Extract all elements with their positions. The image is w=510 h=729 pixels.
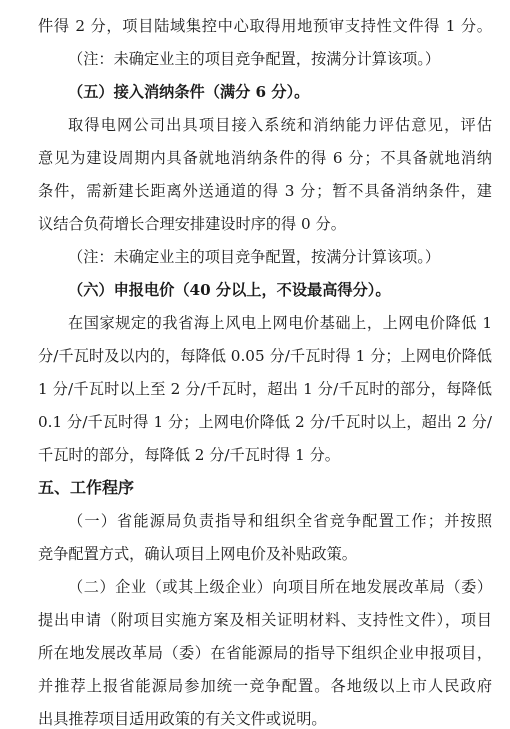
body-line-13: 0.1 分/千瓦时得 1 分；上网电价降低 2 分/千瓦时以上，超出 2 分/: [38, 413, 492, 431]
body-line-22: 出具推荐项目适用政策的有关文件或说明。: [38, 710, 327, 728]
body-line-1: 件得 2 分，项目陆域集控中心取得用地预审支持性文件得 1 分。: [38, 17, 492, 35]
body-line-7: 议结合负荷增长合理安排建设时序的得 0 分。: [38, 215, 346, 233]
body-line-11: 分/千瓦时及以内的，每降低 0.05 分/千瓦时得 1 分；上网电价降低: [38, 347, 492, 365]
body-line-12: 1 分/千瓦时以上至 2 分/千瓦时，超出 1 分/千瓦时的部分，每降低: [38, 380, 492, 398]
body-line-14: 千瓦时的部分，每降低 2 分/千瓦时得 1 分。: [38, 446, 340, 464]
note-line-2: （注：未确定业主的项目竞争配置，按满分计算该项。）: [68, 248, 441, 266]
body-line-10: 在国家规定的我省海上风电上网电价基础上，上网电价降低 1: [68, 314, 492, 332]
body-line-16: （一）省能源局负责指导和组织全省竞争配置工作；并按照: [68, 512, 492, 530]
body-line-4: 取得电网公司出具项目接入系统和消纳能力评估意见，评估: [68, 116, 492, 134]
body-line-19: 提出申请（附项目实施方案及相关证明材料、支持性文件），项目: [38, 611, 492, 629]
body-line-20: 所在地发展改革局（委）在省能源局的指导下组织企业申报项目，: [38, 644, 492, 662]
body-line-17: 竞争配置方式，确认项目上网电价及补贴政策。: [38, 545, 357, 563]
chapter-heading-work-procedure: 五、工作程序: [38, 478, 135, 497]
body-line-6: 条件，需新建长距离外送通道的得 3 分；暂不具备消纳条件，建: [38, 182, 492, 200]
section-heading-five: （五）接入消纳条件（满分 6 分）。: [68, 83, 310, 101]
note-line-1: （注：未确定业主的项目竞争配置，按满分计算该项。）: [68, 50, 441, 68]
body-line-21: 并推荐上报省能源局参加统一竞争配置。各地级以上市人民政府: [38, 677, 492, 695]
body-line-18: （二）企业（或其上级企业）向项目所在地发展改革局（委）: [68, 578, 492, 596]
section-heading-six: （六）申报电价（40 分以上，不设最高得分）。: [68, 281, 391, 299]
body-line-5: 意见为建设周期内具备就地消纳条件的得 6 分；不具备就地消纳: [38, 149, 492, 167]
